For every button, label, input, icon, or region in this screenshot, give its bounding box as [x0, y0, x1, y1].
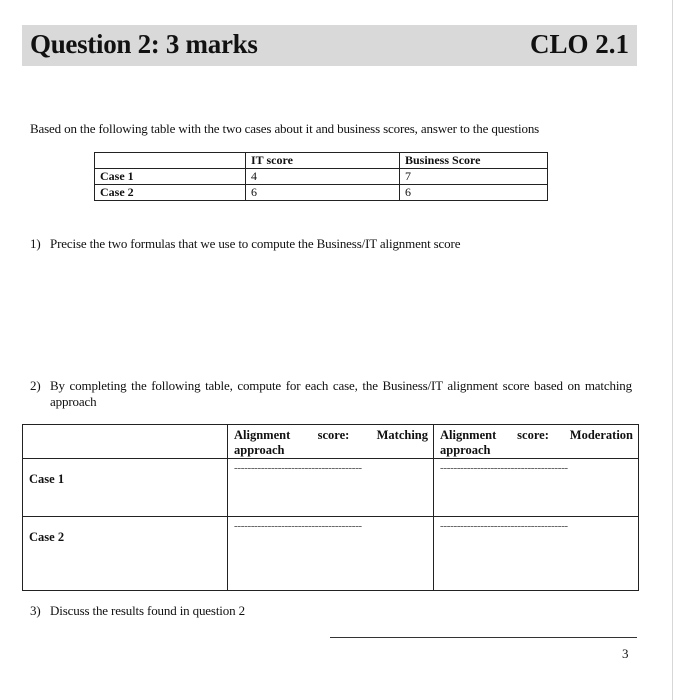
table-header-cell: Alignment score: Moderation approach — [434, 425, 639, 459]
table-row — [95, 169, 548, 185]
question-header — [22, 25, 637, 66]
table-cell: Case 2 — [95, 185, 246, 201]
table-cell: Case 2 — [23, 517, 228, 591]
answer-blank[interactable]: -------------------------------------- — [228, 517, 434, 591]
answer-blank[interactable]: -------------------------------------- — [228, 459, 434, 517]
table-header-cell: Alignment score: Matching approach — [228, 425, 434, 459]
alignment-table — [22, 424, 639, 591]
question-3 — [30, 603, 630, 621]
table-header-cell: IT score — [246, 153, 400, 169]
table-cell: 7 — [400, 169, 548, 185]
table-row — [23, 459, 639, 517]
clo-label: CLO 2.1 — [529, 29, 629, 59]
question-text: Discuss the results found in question 2 — [50, 603, 245, 618]
question-text: By completing the following table, compute for each case, the Business/IT alignment score based on matching approach — [50, 378, 632, 409]
table-cell: 4 — [246, 169, 400, 185]
answer-blank[interactable]: -------------------------------------- — [434, 459, 639, 517]
question-number: 2) — [30, 378, 41, 393]
table-header-cell: Business Score — [400, 153, 548, 169]
page-number: 3 — [622, 646, 629, 661]
question-number: 1) — [30, 236, 41, 251]
question-1 — [30, 236, 630, 254]
scores-table — [94, 152, 548, 201]
question-2 — [30, 378, 632, 414]
table-cell: 6 — [400, 185, 548, 201]
table-header-cell — [95, 153, 246, 169]
table-header-row — [23, 425, 639, 459]
intro-text: Based on the following table with the two cases about it and business scores, answer to the questions — [30, 121, 540, 136]
table-cell: Case 1 — [23, 459, 228, 517]
table-cell: Case 1 — [95, 169, 246, 185]
question-text: Precise the two formulas that we use to compute the Business/IT alignment score — [50, 236, 461, 251]
answer-blank[interactable]: -------------------------------------- — [434, 517, 639, 591]
table-row — [23, 517, 639, 591]
table-header-cell — [23, 425, 228, 459]
table-row — [95, 185, 548, 201]
table-header-row — [95, 153, 548, 169]
question-number: 3) — [30, 603, 41, 618]
question-title: Question 2: 3 marks — [30, 29, 258, 59]
footer-divider — [330, 637, 637, 638]
table-cell: 6 — [246, 185, 400, 201]
